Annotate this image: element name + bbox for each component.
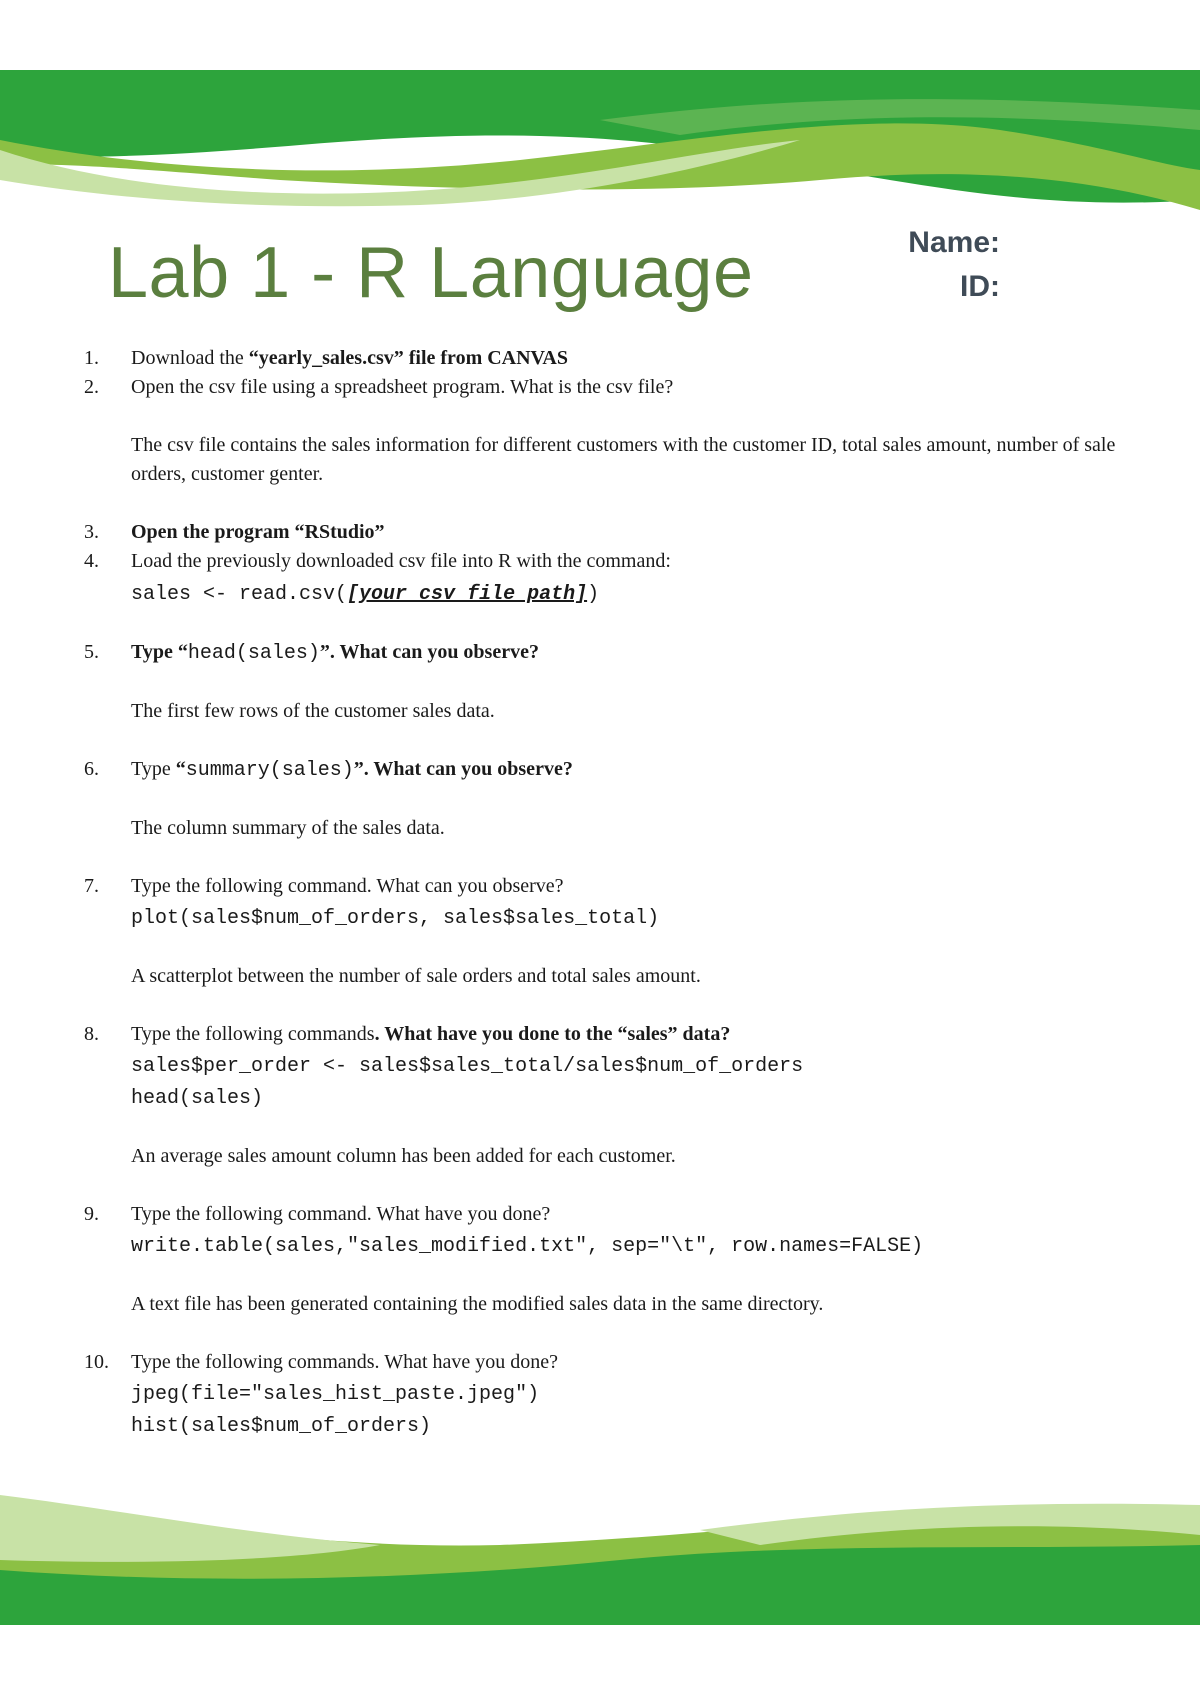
code-line: plot(sales$num_of_orders, sales$sales_total) xyxy=(131,907,660,930)
code-line: hist(sales$num_of_orders) xyxy=(131,1415,432,1438)
item-number: 1. xyxy=(84,347,99,369)
code-line: jpeg(file="sales_hist_paste.jpeg") xyxy=(131,1383,540,1406)
list-item xyxy=(84,373,1124,489)
spacer xyxy=(84,609,1124,638)
inline-code: head(sales) xyxy=(187,642,320,665)
answer-text: A text file has been generated containing the modified sales data in the same directory. xyxy=(131,1293,824,1315)
item-number: 8. xyxy=(84,1023,99,1045)
item-bold-text: ”. What can you observe? xyxy=(353,758,573,780)
item-text: Download the xyxy=(131,347,249,369)
item-number: 3. xyxy=(84,521,99,543)
answer-text: The first few rows of the customer sales data. xyxy=(131,700,495,722)
answer-text: An average sales amount column has been added for each customer. xyxy=(131,1145,676,1167)
item-number: 10. xyxy=(84,1351,109,1373)
item-number: 7. xyxy=(84,875,99,897)
item-text: Type xyxy=(131,758,176,780)
answer-text: The csv file contains the sales information for different customers with the customer ID, total sales amount, number of sale orders, customer genter. xyxy=(131,434,1116,485)
list-item xyxy=(84,1348,1124,1441)
item-bold-text: “ xyxy=(175,758,186,780)
item-bold-text: . What have you done to the “sales” data? xyxy=(374,1023,731,1045)
item-text: Type the following command. What have you done? xyxy=(131,1203,551,1225)
list-item xyxy=(84,1200,1124,1319)
name-label: Name: xyxy=(908,226,1000,259)
item-bold-text: “yearly_sales.csv” file from CANVAS xyxy=(248,347,568,369)
item-text: Load the previously downloaded csv file into R with the command: xyxy=(131,550,671,572)
code-text: ) xyxy=(587,583,600,606)
page-title: Lab 1 - R Language xyxy=(108,233,754,313)
spacer xyxy=(84,843,1124,872)
item-number: 4. xyxy=(84,550,99,572)
spacer xyxy=(84,1319,1124,1348)
item-text: Type the following command. What can you observe? xyxy=(131,875,564,897)
top-banner xyxy=(0,70,1200,210)
list-item xyxy=(84,755,1124,843)
list-item xyxy=(84,1020,1124,1171)
item-text: Open the csv file using a spreadsheet program. What is the csv file? xyxy=(131,376,674,398)
item-number: 6. xyxy=(84,758,99,780)
code-placeholder: [your csv file path] xyxy=(347,583,588,606)
item-text: Type the following commands xyxy=(131,1023,375,1045)
code-text: sales <- read.csv( xyxy=(131,583,348,606)
item-number: 2. xyxy=(84,376,99,398)
item-bold-text: Open the program “RStudio” xyxy=(131,521,385,543)
spacer xyxy=(84,1171,1124,1200)
spacer xyxy=(84,489,1124,518)
list-item xyxy=(84,872,1124,991)
question-list xyxy=(84,344,1124,1441)
answer-text: A scatterplot between the number of sale orders and total sales amount. xyxy=(131,965,701,987)
spacer xyxy=(84,991,1124,1020)
item-number: 5. xyxy=(84,641,99,663)
item-bold-text: ”. What can you observe? xyxy=(319,641,539,663)
item-number: 9. xyxy=(84,1203,99,1225)
code-line: sales$per_order <- sales$sales_total/sales$num_of_orders xyxy=(131,1055,804,1078)
code-line xyxy=(131,579,1124,609)
inline-code: summary(sales) xyxy=(185,759,354,782)
bottom-banner xyxy=(0,1490,1200,1625)
item-text: Type the following commands. What have you done? xyxy=(131,1351,559,1373)
code-line: head(sales) xyxy=(131,1087,264,1110)
spacer xyxy=(84,726,1124,755)
item-bold-text: Type “ xyxy=(131,641,188,663)
list-item xyxy=(84,344,1124,373)
id-label: ID: xyxy=(960,270,1000,303)
list-item xyxy=(84,638,1124,726)
answer-text: The column summary of the sales data. xyxy=(131,817,445,839)
code-line: write.table(sales,"sales_modified.txt", sep="\t", row.names=FALSE) xyxy=(131,1235,924,1258)
list-item xyxy=(84,518,1124,547)
list-item xyxy=(84,547,1124,609)
